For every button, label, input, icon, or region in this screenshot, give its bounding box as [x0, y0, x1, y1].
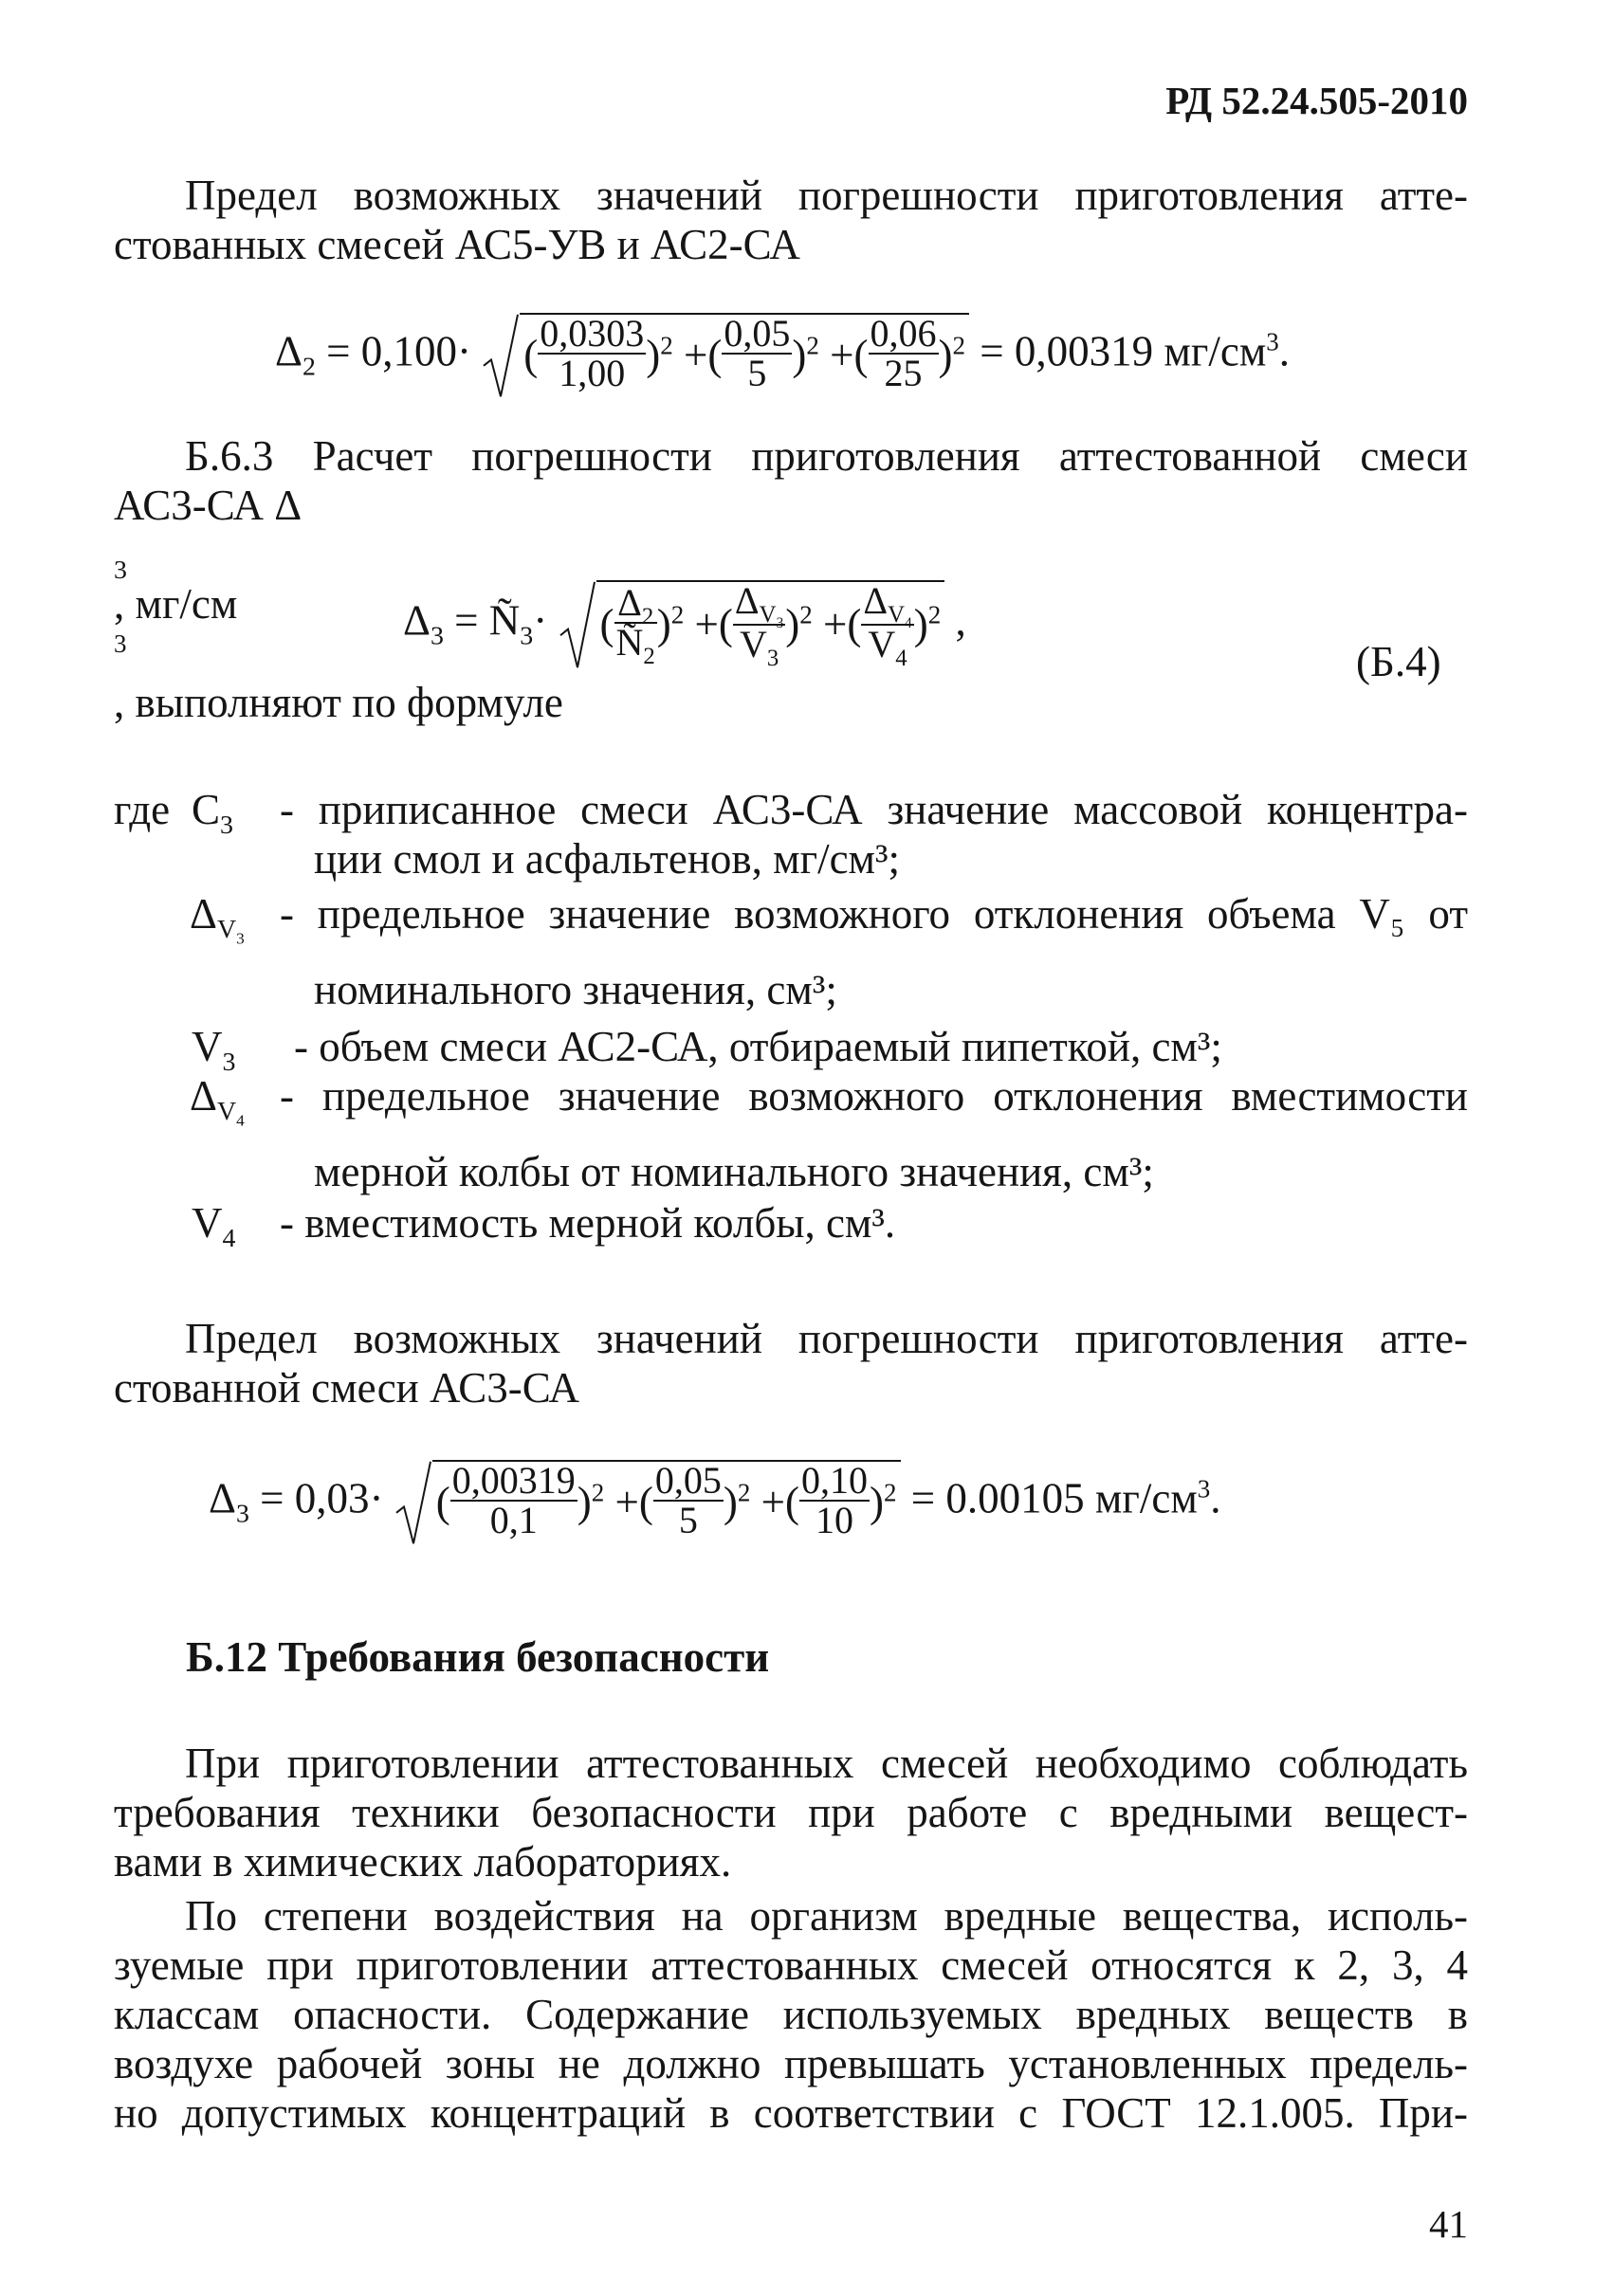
text-line: но допустимых концентраций в соответствии с ГОСТ 12.1.005. При- [114, 2089, 1468, 2137]
text-line: Предел возможных значений погрешности приготовления атте- [185, 1315, 1468, 1362]
text-line: стованных смесей АС5-УВ и АС2-СА [114, 221, 800, 268]
radical-sign-icon [559, 580, 596, 669]
text-line: При приготовлении аттестованных смесей необходимо соблюдать [185, 1740, 1468, 1787]
text-line: требования техники безопасности при работе с вредными вещест- [114, 1789, 1468, 1836]
section-heading: Б.12 Требования безопасности [186, 1633, 770, 1681]
square-root: ( $\frac{0,0303}{1,00}$ )$^2$ +( $\frac{0,05}{5}$ )$^2$ +( $\frac{0,06}{25}$ )$^2$ [482, 313, 969, 398]
text-line: зуемые при приготовлении аттестованных смесей относятся к 2, 3, 4 [114, 1941, 1468, 1989]
paragraph-error-limit-ac5 [114, 171, 1468, 269]
text-line: стованной смеси АС3-СА [114, 1364, 580, 1412]
formula-delta3-value: $\Delta_3 = 0,03\cdot$ ( $\frac{0,00319}{0,1}$ )$^2$ +( $\frac{0,05}{5}$ )$^2$ +( $\frac{0,10}{10}$ )$^2$ = 0.00105 $мг/см^3$. [209, 1460, 1221, 1545]
paragraph-hazard-classes [114, 1891, 1468, 2138]
text-line: Предел возможных значений погрешности приготовления атте- [185, 172, 1468, 219]
formula-delta3-general: $\Delta_3$ = $Ñ_3\cdot$ ( $\frac{\Delta_2}{Ñ_2}$ )$^2$ +( $\frac{\Delta_{V_3}}{V_3}$ )$^2$ +( $\frac{\Delta_{V_4}}{V_4}$ )$^2$ , [403, 579, 966, 671]
square-root: ( $\frac{\Delta_2}{Ñ_2}$ )$^2$ +( $\frac{\Delta_{V_3}}{V_3}$ )$^2$ +( $\frac{\Delta_{V_4}}{V_4}$ )$^2$ [559, 580, 945, 669]
paragraph-error-limit-ac3 [114, 1314, 1468, 1412]
formula-number: (Б.4) [1356, 638, 1441, 685]
text-line: Б.6.3 Расчет погрешности приготовления аттестованной смеси [185, 432, 1468, 480]
text-line: вами в химических лабораториях. [114, 1838, 732, 1886]
radical-sign-icon [482, 313, 520, 398]
text-line: классам опасности. Содержание используемых вредных веществ в [114, 1991, 1468, 2038]
page-number: 41 [1429, 2202, 1468, 2246]
formula-delta2: $\Delta_2 = 0,100\cdot$ ( $\frac{0,0303}{1,00}$ )$^2$ +( $\frac{0,05}{5}$ )$^2$ +( $\frac{0,06}{25}$ )$^2$ = 0,00319 $мг/см^3$. [275, 313, 1290, 398]
text-line: По степени воздействия на организм вредные вещества, исполь- [185, 1892, 1468, 1940]
text-line: воздухе рабочей зоны не должно превышать установленных предель- [114, 2040, 1468, 2087]
document-code: РД 52.24.505-2010 [1165, 79, 1468, 122]
paragraph-safety-requirements [114, 1739, 1468, 1886]
text-line: АС3-СА Δ $_3$ , мг/см $^3$ , выполняют по формуле [114, 482, 563, 726]
radical-sign-icon [394, 1460, 432, 1545]
square-root: ( $\frac{0,00319}{0,1}$ )$^2$ +( $\frac{0,05}{5}$ )$^2$ +( $\frac{0,10}{10}$ )$^2$ [394, 1460, 901, 1545]
symbol-definitions: где $C_3$ - приписанное смеси АС3-СА значение массовой концентра- ции смол и асфальтенов, мг/см³; $\Delta_{V_3}$ - предельное значение возможного отклонения объема V₅ от номинального значения, см³; $V_3$ - объем смеси АС2-СА, отбираемый пипеткой, см³; $\Delta_{V_4}$ - предельное значение возможного отклонения вместимости мерной колбы от номинального значения, см³; $V_4$ - вместимость мерной колбы, см³. [114, 786, 1468, 1253]
paragraph-b63 [114, 431, 1468, 727]
